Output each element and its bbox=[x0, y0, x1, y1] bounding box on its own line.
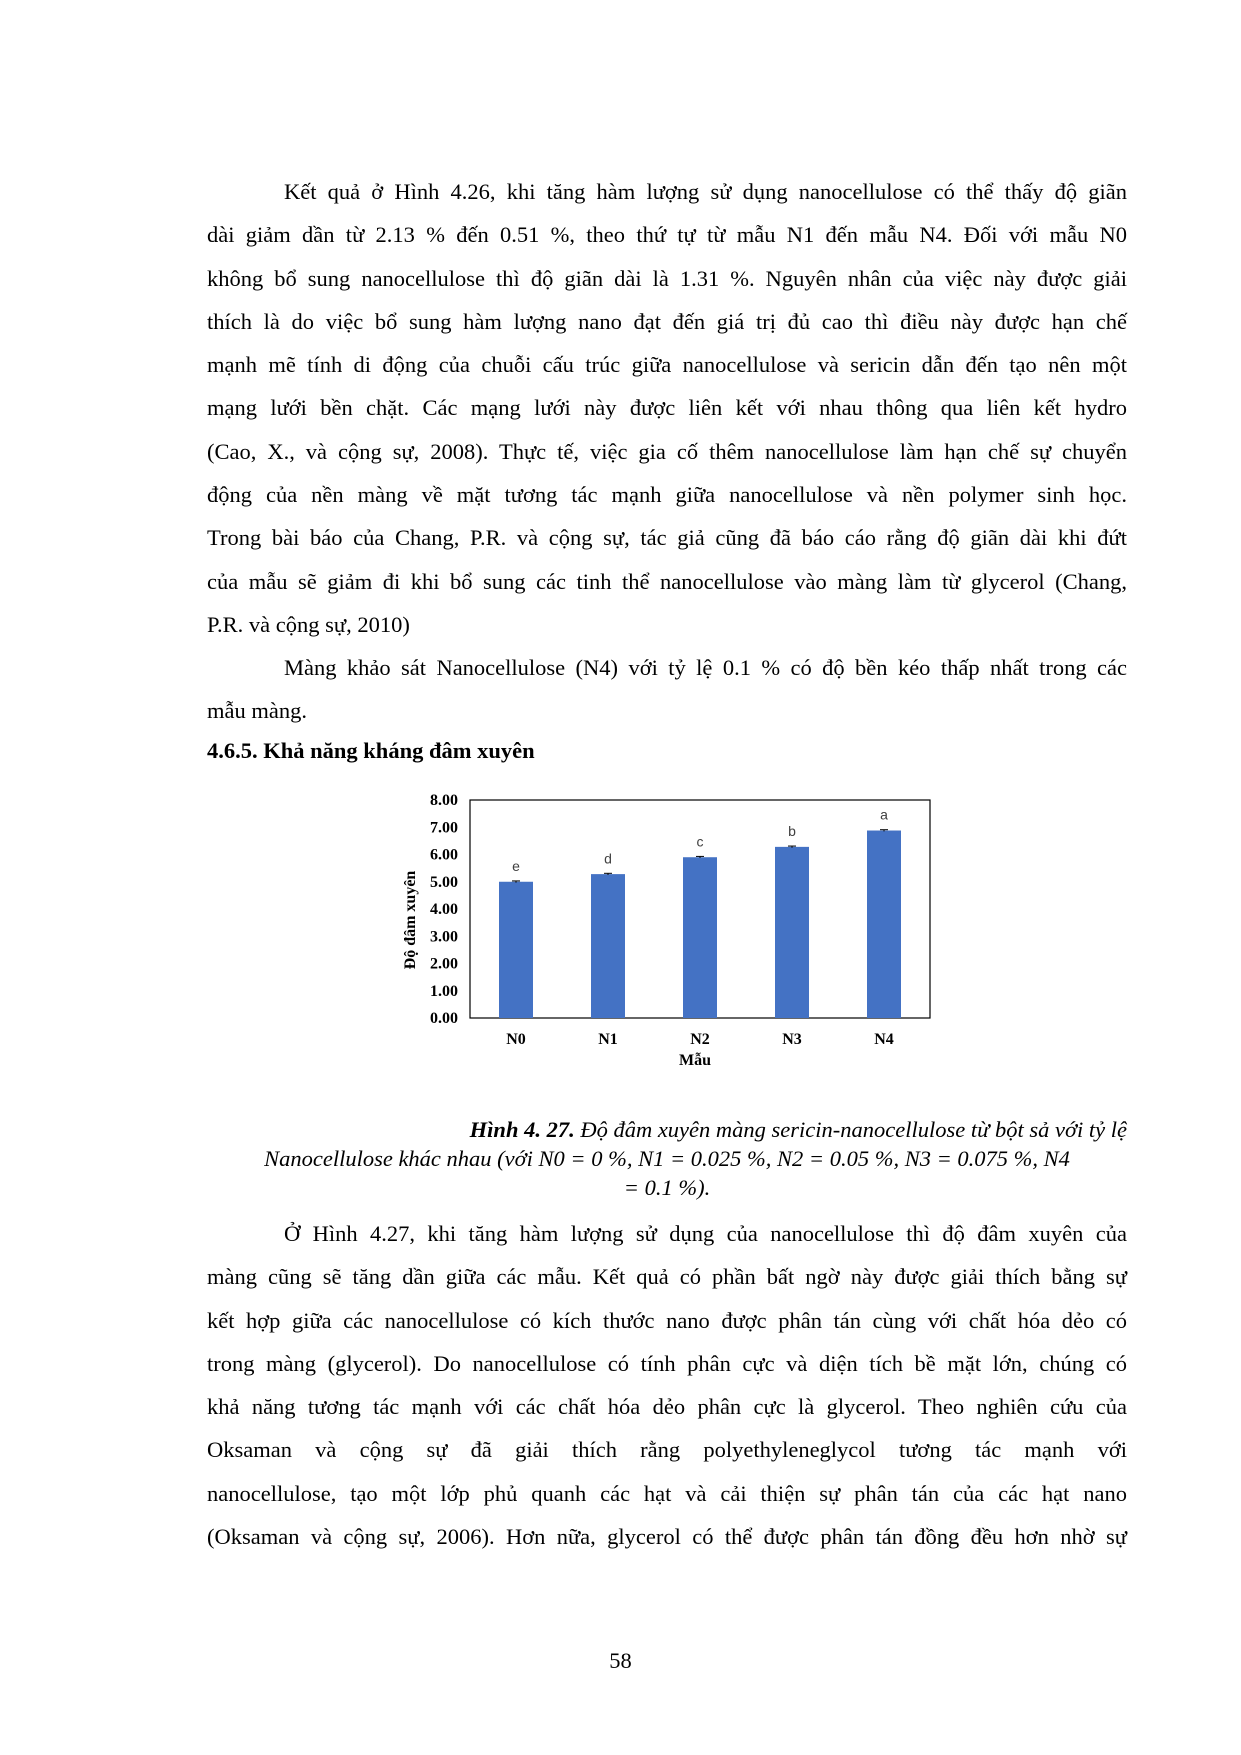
text-line: Ở Hình 4.27, khi tăng hàm lượng sử dụng của nanocellulose thì độ đâm xuyên của bbox=[284, 1221, 1127, 1246]
y-tick-label: 0.00 bbox=[430, 1010, 458, 1027]
page-number: 58 bbox=[609, 1648, 632, 1673]
section-heading: 4.6.5. Khả năng kháng đâm xuyên bbox=[207, 738, 535, 763]
y-tick-label: 8.00 bbox=[430, 792, 458, 809]
bar-n1 bbox=[591, 874, 625, 1018]
text-line: mạnh mẽ tính di động của chuỗi cấu trúc giữa nanocellulose và sericin dẫn đến tạo nên một bbox=[207, 352, 1127, 378]
bar-n3 bbox=[775, 847, 809, 1018]
text-line: của mẫu sẽ giảm đi khi bổ sung các tinh thể nanocellulose vào màng làm từ glycerol (Chang, bbox=[207, 568, 1127, 594]
significance-letter: c bbox=[696, 833, 704, 850]
text-line: nanocellulose, tạo một lớp phủ quanh các hạt và cải thiện sự phân tán của các hạt nano bbox=[207, 1480, 1127, 1506]
text-line: Trong bài báo của Chang, P.R. và cộng sự, tác giả cũng đã báo cáo rằng độ giãn dài khi đứt bbox=[207, 525, 1127, 551]
text-line: (Cao, X., và cộng sự, 2008). Thực tế, việc gia cố thêm nanocellulose làm hạn chế sự chuyển bbox=[207, 438, 1127, 464]
text-line: mẫu màng. bbox=[207, 698, 307, 724]
text-line: không bổ sung nanocellulose thì độ giãn dài là 1.31 %. Nguyên nhân của việc này được giải bbox=[207, 265, 1127, 291]
x-tick-label: N1 bbox=[598, 1031, 618, 1048]
text-line: (Oksaman và cộng sự, 2006). Hơn nữa, glycerol có thể được phân tán đồng đều hơn nhờ sự bbox=[207, 1524, 1127, 1550]
caption-text: Độ đâm xuyên màng sericin-nanocellulose từ bột sả với tỷ lệ bbox=[574, 1117, 1127, 1142]
significance-letter: e bbox=[512, 857, 520, 874]
paragraph-elongation bbox=[207, 170, 1127, 646]
y-tick-label: 3.00 bbox=[430, 928, 458, 946]
bar-n2 bbox=[683, 857, 717, 1018]
text-line: động của nền màng về mặt tương tác mạnh giữa nanocellulose và nền polymer sinh học. bbox=[207, 482, 1127, 508]
text-line: P.R. và cộng sự, 2010) bbox=[207, 611, 410, 637]
y-axis-label: Độ đâm xuyên bbox=[402, 870, 419, 970]
paragraph-puncture-discussion bbox=[207, 1212, 1127, 1558]
figure-caption bbox=[207, 1115, 1127, 1202]
text-line: kết hợp giữa các nanocellulose có kích thước nano được phân tán cùng với chất hóa dẻo có bbox=[207, 1307, 1127, 1333]
text-line: khả năng tương tác mạnh với các chất hóa dẻo phân cực là glycerol. Theo nghiên cứu của bbox=[207, 1394, 1127, 1420]
significance-letter: b bbox=[788, 823, 796, 840]
bar-n0 bbox=[499, 882, 533, 1018]
x-tick-label: N3 bbox=[782, 1031, 802, 1048]
significance-letter: a bbox=[880, 806, 888, 823]
y-tick-label: 2.00 bbox=[430, 955, 458, 973]
text-line: dài giảm dần từ 2.13 % đến 0.51 %, theo thứ tự từ mẫu N1 đến mẫu N4. Đối với mẫu N0 bbox=[207, 222, 1127, 248]
paragraph-tensile-strength bbox=[207, 646, 1127, 733]
caption-text: Nanocellulose khác nhau (với N0 = 0 %, N1 = 0.025 %, N2 = 0.05 %, N3 = 0.075 %, N4 bbox=[264, 1146, 1070, 1171]
bar-chart-svg bbox=[395, 792, 955, 1082]
y-tick-label: 7.00 bbox=[430, 819, 458, 837]
caption-text: = 0.1 %). bbox=[623, 1175, 711, 1200]
significance-letter: d bbox=[604, 850, 612, 867]
y-tick-label: 5.00 bbox=[430, 873, 458, 891]
figure-label: Hình 4. 27. bbox=[469, 1117, 575, 1142]
text-line: Màng khảo sát Nanocellulose (N4) với tỷ lệ 0.1 % có độ bền kéo thấp nhất trong các bbox=[284, 655, 1127, 680]
y-tick-label: 6.00 bbox=[430, 846, 458, 864]
text-line: thích là do việc bổ sung hàm lượng nano đạt đến giá trị đủ cao thì điều này được hạn chế bbox=[207, 308, 1127, 334]
x-tick-label: N2 bbox=[690, 1031, 710, 1048]
text-line: màng cũng sẽ tăng dần giữa các mẫu. Kết quả có phần bất ngờ này được giải thích bằng sự bbox=[207, 1264, 1127, 1290]
text-line: Oksaman và cộng sự đã giải thích rằng polyethyleneglycol tương tác mạnh với bbox=[207, 1437, 1127, 1463]
x-tick-label: N0 bbox=[506, 1031, 526, 1048]
y-tick-label: 1.00 bbox=[430, 982, 458, 1000]
x-axis-label: Mẫu bbox=[679, 1052, 711, 1069]
puncture-resistance-chart bbox=[395, 792, 955, 1082]
text-line: trong màng (glycerol). Do nanocellulose có tính phân cực và diện tích bề mặt lớn, chúng có bbox=[207, 1350, 1127, 1376]
text-line: mạng lưới bền chặt. Các mạng lưới này được liên kết với nhau thông qua liên kết hydro bbox=[207, 395, 1127, 421]
text-line: Kết quả ở Hình 4.26, khi tăng hàm lượng sử dụng nanocellulose có thể thấy độ giãn bbox=[284, 179, 1127, 204]
bar-n4 bbox=[867, 831, 901, 1018]
y-tick-label: 4.00 bbox=[430, 901, 458, 918]
x-tick-label: N4 bbox=[874, 1031, 894, 1048]
